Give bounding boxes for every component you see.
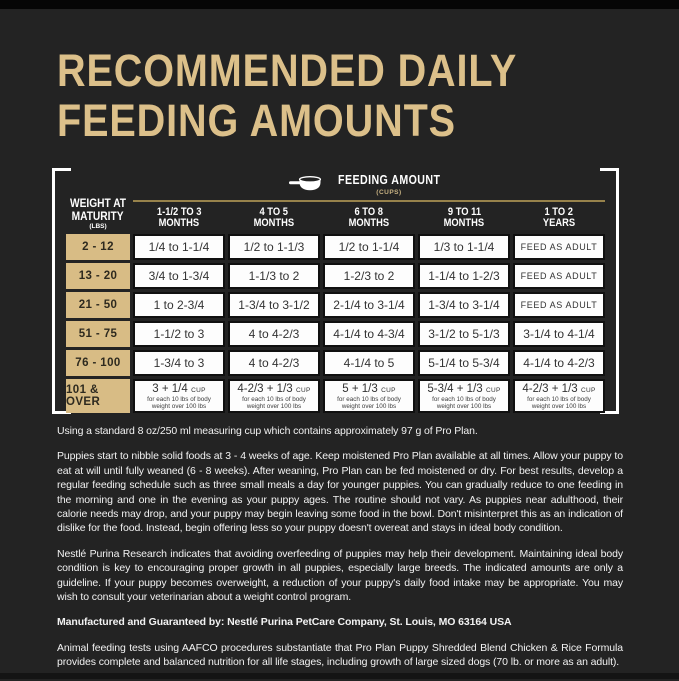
weight-cell: 51 - 75: [66, 321, 130, 347]
column-header-line2: MONTHS: [348, 217, 390, 229]
feeding-amount-cell: 1/4 to 1-1/4: [133, 234, 225, 260]
note-measuring-cup: Using a standard 8 oz/250 ml measuring cup which contains approximately 97 g of Pro Plan.: [57, 425, 478, 437]
amount-note-line2: weight over 100 lbs: [151, 402, 207, 410]
feeding-table-grid: [66, 170, 605, 413]
page-title: [57, 46, 580, 146]
feeding-amount-cell: FEED AS ADULT: [513, 292, 605, 318]
feeding-amount-cell: FEED AS ADULT: [513, 263, 605, 289]
feeding-amount-cell: 1-1/3 to 2: [228, 263, 320, 289]
feeding-amount-cell: 3-1/2 to 5-1/3: [418, 321, 510, 347]
column-header-2: [228, 202, 320, 234]
weight-cell: 101 & OVER: [66, 379, 130, 413]
weight-cell: 2 - 12: [66, 234, 130, 260]
feeding-amount-cell: 1-3/4 to 3: [133, 350, 225, 376]
column-header-line2: MONTHS: [253, 217, 295, 229]
amount-note-line2: weight over 100 lbs: [341, 402, 397, 410]
cup-suffix: CUP: [581, 386, 596, 394]
feeding-amount-cell: 1-1/4 to 1-2/3: [418, 263, 510, 289]
cup-suffix: CUP: [486, 386, 501, 394]
feeding-amount-unit: (CUPS): [376, 189, 402, 196]
cup-suffix: CUP: [296, 386, 311, 394]
feeding-amount-cell: 5-1/4 to 5-3/4: [418, 350, 510, 376]
weight-cell: 13 - 20: [66, 263, 130, 289]
column-header-3: [323, 202, 415, 234]
weight-cell: 76 - 100: [66, 350, 130, 376]
column-header-4: [418, 202, 510, 234]
amount-note-line1: for each 10 lbs of body: [147, 395, 211, 403]
amount-note-line2: weight over 100 lbs: [531, 402, 587, 410]
feeding-amount-cell: 3-1/4 to 4-1/4: [513, 321, 605, 347]
feeding-amount-cell: [418, 379, 510, 413]
column-header-line1: 6 TO 8: [354, 205, 384, 218]
column-header-1: [133, 202, 225, 234]
feeding-amount-cell: 4 to 4-2/3: [228, 350, 320, 376]
feeding-amount-cell: 1 to 2-3/4: [133, 292, 225, 318]
amount-note-line2: weight over 100 lbs: [246, 402, 302, 410]
feeding-amount-cell: 1/2 to 1-1/4: [323, 234, 415, 260]
feeding-amount-cell: 2-1/4 to 3-1/4: [323, 292, 415, 318]
column-header-line2: MONTHS: [158, 217, 200, 229]
feeding-amount-cell: 1/2 to 1-1/3: [228, 234, 320, 260]
feeding-table: [52, 166, 619, 416]
column-header-line1: 4 TO 5: [259, 205, 289, 218]
feeding-amount-cell: 3/4 to 1-3/4: [133, 263, 225, 289]
feeding-amount-cell: FEED AS ADULT: [513, 234, 605, 260]
fine-print-notes: [57, 424, 623, 681]
column-header-line2: YEARS: [542, 217, 576, 229]
feeding-amount-cell: 1/3 to 1-1/4: [418, 234, 510, 260]
amount-main: 4-2/3 + 1/3: [522, 382, 578, 395]
amount-note-line1: for each 10 lbs of body: [337, 395, 401, 403]
column-header-line1: 1 TO 2: [544, 205, 574, 218]
feeding-table-header: [66, 170, 605, 234]
amount-main: 5-3/4 + 1/3: [427, 382, 483, 395]
feeding-amount-cell: [133, 379, 225, 413]
amount-note-line1: for each 10 lbs of body: [242, 395, 306, 403]
feeding-amount-cell: 1-2/3 to 2: [323, 263, 415, 289]
feeding-amount-label-stack: [329, 171, 449, 196]
amount-main: 5 + 1/3: [342, 382, 378, 395]
feeding-amount-cell: 4-1/4 to 5: [323, 350, 415, 376]
column-header-line1: 9 TO 11: [447, 205, 481, 218]
feeding-table-body: [66, 234, 605, 413]
page-title-line1: RECOMMENDED DAILY: [57, 45, 518, 96]
column-header-line2: MONTHS: [443, 217, 485, 229]
feeding-amount-header: [133, 170, 605, 202]
note-research: Nestlé Purina Research indicates that avoiding overfeeding of puppies may help their development. Maintaining ideal body condition is key to encouraging proper growth in all puppies, especially large breeds. The indicated amounts are only a guideline. If your puppy becomes overweight, a reduction of your puppy's daily food intake may be appropriate. You may wish to consult your veterinarian about a weight control program.: [57, 547, 623, 604]
feeding-amount-cell: [323, 379, 415, 413]
column-header-5: [513, 202, 605, 234]
amount-note-line1: for each 10 lbs of body: [432, 395, 496, 403]
weight-header-line1: WEIGHT AT: [69, 196, 127, 210]
cup-suffix: CUP: [381, 386, 396, 394]
feeding-amount-cell: [228, 379, 320, 413]
feeding-amount-cell: 4-1/4 to 4-3/4: [323, 321, 415, 347]
cup-suffix: CUP: [191, 386, 206, 394]
amount-main: 3 + 1/4: [152, 382, 188, 395]
top-black-bar: [0, 0, 679, 9]
feeding-amount-cell: 1-3/4 to 3-1/2: [228, 292, 320, 318]
weight-at-maturity-header: [66, 170, 130, 234]
feeding-amount-cell: 4-1/4 to 4-2/3: [513, 350, 605, 376]
weight-cell: 21 - 50: [66, 292, 130, 318]
amount-main: 4-2/3 + 1/3: [237, 382, 293, 395]
weight-header-line2: MATURITY: [72, 208, 124, 223]
bottom-black-bar: [0, 673, 679, 679]
note-feeding-guidance: Puppies start to nibble solid foods at 3 - 4 weeks of age. Keep moistened Pro Plan available at all times. Allow your puppy to eat at will until fully weaned (6 - 8 weeks). After weaning, Pro Plan can be fed moistened or dry. For best results, develop a regular feeding schedule such as three small meals a day for younger puppies. You can gradually reduce to one feeding in the morning and one in the evening as your puppy ages. The routine should not vary. As puppies near adulthood, their calorie needs may drop, and your puppy may begin leaving some food in the bowl. Don't misinterpret this as an indication of dislike for the food. Instead, begin offering less so your puppy doesn't overeat and stays in ideal body condition.: [57, 450, 623, 535]
note-aafco-statement: Animal feeding tests using AAFCO procedures substantiate that Pro Plan Puppy Shredded Blend Chicken & Rice Formula provides complete and balanced nutrition for all life stages, including growth of large sized dogs (70 lb. or more as an adult).: [57, 641, 623, 669]
page-title-line2: FEEDING AMOUNTS: [57, 95, 456, 146]
feeding-amount-cell: 1-3/4 to 3-1/4: [418, 292, 510, 318]
feeding-amount-cell: [513, 379, 605, 413]
weight-header-unit: (LBS): [89, 223, 107, 230]
amount-note-line1: for each 10 lbs of body: [527, 395, 591, 403]
feeding-amount-label: FEEDING AMOUNT: [337, 173, 441, 187]
column-header-line1: 1-1/2 TO 3: [156, 205, 202, 218]
measuring-cup-icon: [289, 176, 321, 191]
feeding-amount-cell: 4 to 4-2/3: [228, 321, 320, 347]
amount-note-line2: weight over 100 lbs: [436, 402, 492, 410]
note-manufacturer: Manufactured and Guaranteed by: Nestlé Purina PetCare Company, St. Louis, MO 63164 USA: [57, 616, 512, 629]
feeding-amount-cell: 1-1/2 to 3: [133, 321, 225, 347]
